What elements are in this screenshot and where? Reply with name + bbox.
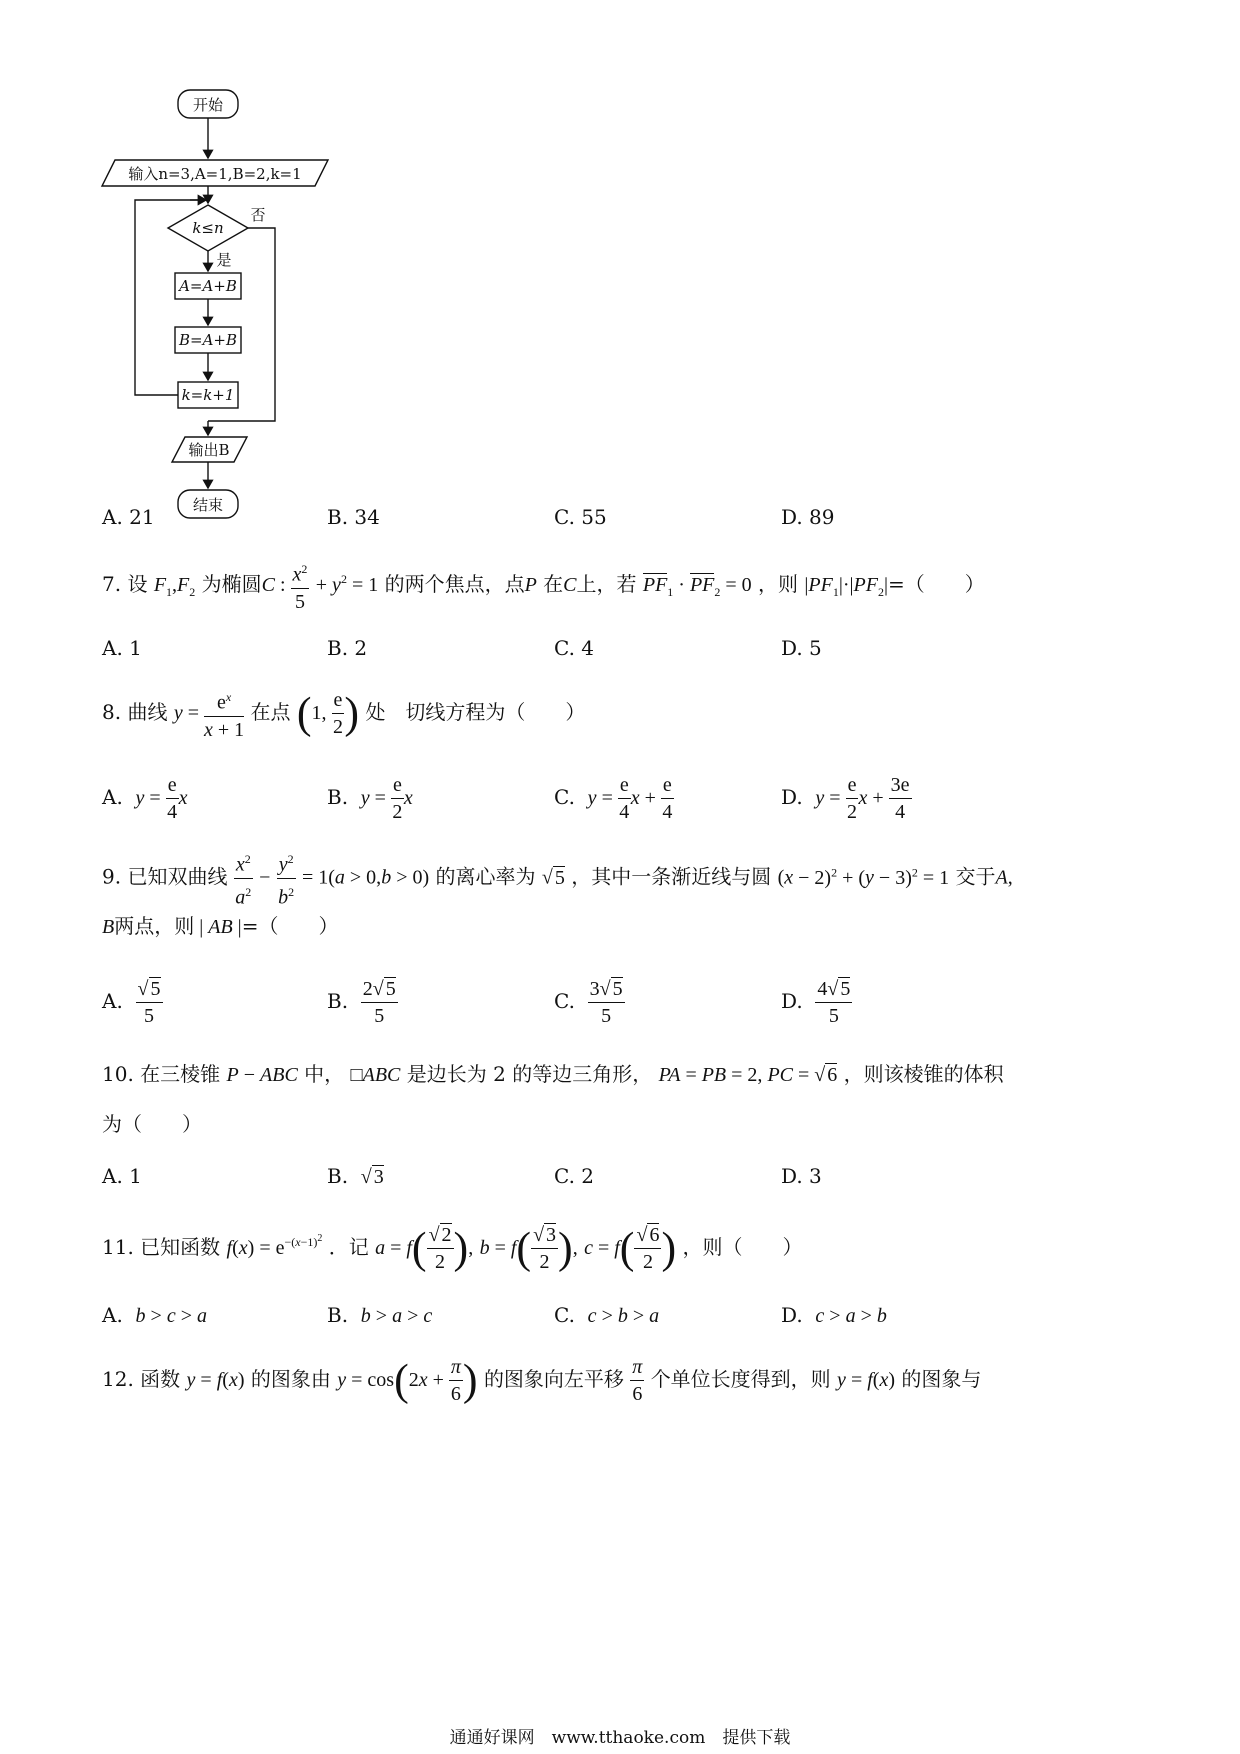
flow-output-label: 输出B (188, 441, 230, 459)
q10-option-c: C. 2 (554, 1164, 595, 1188)
flowchart (90, 80, 430, 540)
flow-condition-label: k≤n (192, 219, 224, 237)
question-10: 10. 在三棱锥 P − ABC 中， □ABC 是边长为 2 的等边三角形， PA = PB = 2, PC = √ 6 ，则该棱锥的体积 (102, 1062, 1004, 1086)
question-11: 11. 已知函数 $f(x) = e^{-(x-1)^2}$ ．记 a = f( $\frac{√ 2}{2}$ ), b = f( $\frac{√ 3}{2}$ ), c = f( $\frac{√ 6}{2}$ ) ，则（ ） (102, 1223, 803, 1273)
q10-option-a: A. 1 (102, 1164, 142, 1188)
q7-option-a: A. 1 (102, 636, 142, 660)
question-12: 12. 函数 y = f(x) 的图象由 y = cos(2x + $\frac{\pi}{6}$ ) 的图象向左平移 $\frac{\pi}{6}$ 个单位长度得到，则 y = f(x) 的图象与 (102, 1355, 982, 1405)
flow-step3-label: k=k+1 (181, 386, 235, 404)
flow-step1-label: A=A+B (179, 277, 237, 295)
q7-option-c: C. 4 (554, 636, 595, 660)
q11-option-a: A. b > c > a (102, 1303, 207, 1327)
flow-end-label: 结束 (192, 496, 224, 514)
q11-option-d: D. c > a > b (781, 1303, 887, 1327)
q9-option-d: D. $\frac{4√ 5}{5}$ (781, 978, 851, 1027)
q11-option-b: B. b > a > c (327, 1303, 433, 1327)
page-footer: 通通好课网 www.tthaoke.com 提供下载 (449, 1728, 791, 1748)
q6-option-d: D. 89 (781, 505, 835, 529)
flow-input-label: 输入n=3,A=1,B=2,k=1 (128, 165, 302, 183)
q10-option-d: D. 3 (781, 1164, 822, 1188)
q8-option-b: B. y = $\frac{e}{2}$ x (327, 774, 413, 823)
question-9: 9. 已知双曲线 $\frac{x^2}{a^2}$ − $\frac{y^2}{b^2}$ = 1(a > 0,b > 0) 的离心率为 √ 5 ，其中一条渐近线与圆 $(x - 2)^2 + (y - 3)^2 = 1$ 交于A, (102, 846, 1013, 910)
question-9-line2: B两点，则 | AB |=（ ） (102, 914, 339, 938)
q8-option-d: D. y = $\frac{e}{2}$ x + $\frac{3e}{4}$ (781, 774, 910, 823)
question-8: 8. 曲线 y = $\frac{e^x}{x + 1}$ 在点 (1, $\frac{e}{2}$ ) 处 切线方程为（ ） (102, 684, 585, 743)
q11-option-c: C. c > b > a (554, 1303, 660, 1327)
q6-option-a: A. 21 (102, 505, 155, 529)
flow-yes-label: 是 (216, 251, 232, 269)
flow-step2-label: B=A+B (178, 331, 238, 349)
question-7: 7. 设 $F_1,F_2$ 为椭圆C : $\frac{x^2}{5}$ + $y^2 = 1$ 的两个焦点，点P 在C上，若 $PF_1 \cdot PF_2 = 0$ ，则 $|PF_1|\cdot|PF_2|=$（ ） (102, 556, 985, 615)
q7-option-d: D. 5 (781, 636, 822, 660)
flow-no-label: 否 (250, 206, 266, 224)
q10-option-b: B. √ 3 (327, 1164, 384, 1188)
q9-option-a: A. $\frac{√ 5}{5}$ (102, 978, 161, 1027)
question-10-line2: 为（ ） (102, 1112, 202, 1136)
q6-option-c: C. 55 (554, 505, 607, 529)
q9-option-b: B. $\frac{2√ 5}{5}$ (327, 978, 396, 1027)
q7-option-b: B. 2 (327, 636, 368, 660)
flow-start-label: 开始 (192, 96, 224, 114)
q8-option-a: A. y = $\frac{e}{4}$ x (102, 774, 188, 823)
q9-option-c: C. $\frac{3√ 5}{5}$ (554, 978, 623, 1027)
q6-option-b: B. 34 (327, 505, 380, 529)
q8-option-c: C. y = $\frac{e}{4}$ x + $\frac{e}{4}$ (554, 774, 673, 823)
